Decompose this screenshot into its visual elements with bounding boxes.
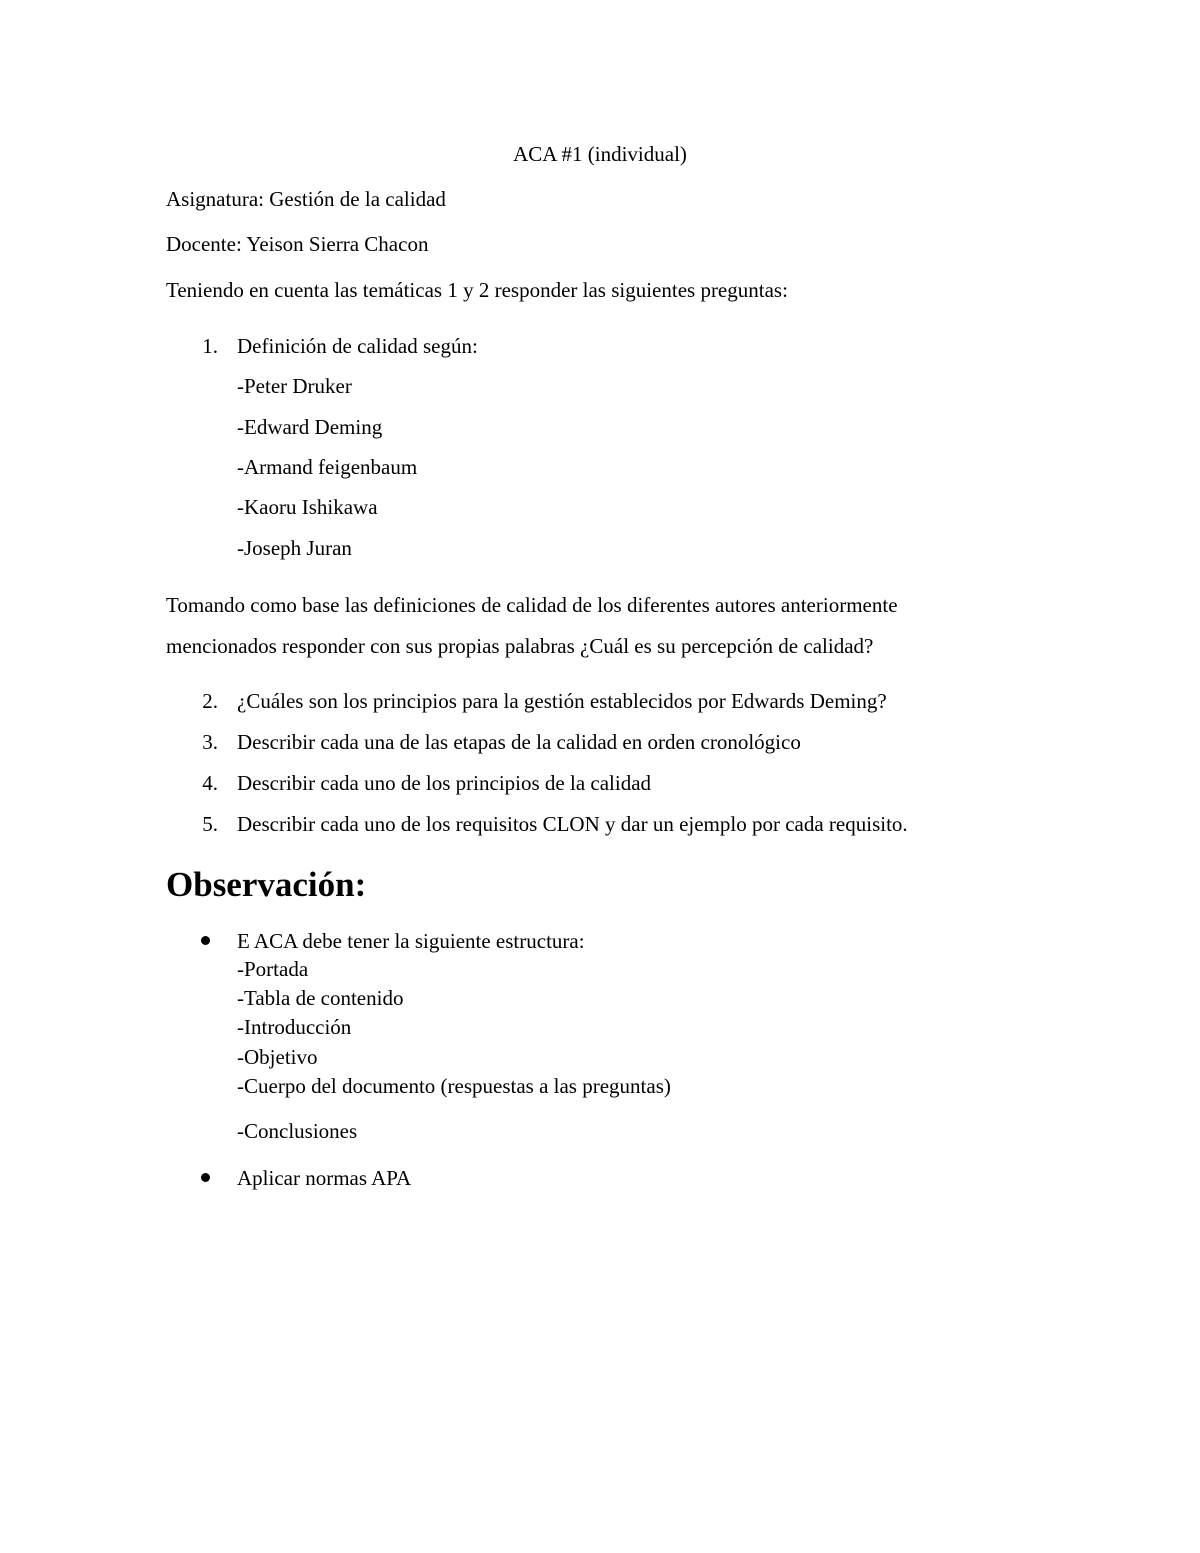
structure-item: -Introducción xyxy=(237,1015,352,1039)
teacher-line: Docente: Yeison Sierra Chacon xyxy=(166,232,429,256)
author-item: -Peter Druker xyxy=(237,374,352,398)
structure-item-last: -Conclusiones xyxy=(237,1119,358,1143)
structure-item: -Cuerpo del documento (respuestas a las preguntas) xyxy=(237,1074,671,1098)
instruction-line: Teniendo en cuenta las temáticas 1 y 2 responder las siguientes preguntas: xyxy=(166,278,788,302)
bullet-2-text: Aplicar normas APA xyxy=(237,1166,412,1190)
question-2-number: 2. xyxy=(202,689,218,713)
question-1-text: Definición de calidad según: xyxy=(237,334,478,358)
question-1-number: 1. xyxy=(202,334,218,358)
paragraph-line: Tomando como base las definiciones de calidad de los diferentes autores anteriormente xyxy=(166,593,898,617)
structure-item: -Portada xyxy=(237,957,309,981)
author-item: -Joseph Juran xyxy=(237,536,352,560)
paragraph-line: mencionados responder con sus propias palabras ¿Cuál es su percepción de calidad? xyxy=(166,634,874,658)
structure-item: -Tabla de contenido xyxy=(237,986,404,1010)
question-5-text: Describir cada uno de los requisitos CLON y dar un ejemplo por cada requisito. xyxy=(237,812,908,836)
bullet-1-text: E ACA debe tener la siguiente estructura: xyxy=(237,929,585,953)
bullet-icon xyxy=(201,936,210,945)
question-5-number: 5. xyxy=(202,812,218,836)
question-3-number: 3. xyxy=(202,730,218,754)
question-3-text: Describir cada una de las etapas de la calidad en orden cronológico xyxy=(237,730,801,754)
structure-item: -Objetivo xyxy=(237,1045,318,1069)
document-title: ACA #1 (individual) xyxy=(513,142,687,166)
subject-line: Asignatura: Gestión de la calidad xyxy=(166,187,446,211)
observation-heading: Observación: xyxy=(166,865,367,904)
author-item: -Kaoru Ishikawa xyxy=(237,495,378,519)
bullet-icon xyxy=(201,1173,210,1182)
question-2-text: ¿Cuáles son los principios para la gestión establecidos por Edwards Deming? xyxy=(237,689,887,713)
question-4-number: 4. xyxy=(202,771,218,795)
author-item: -Edward Deming xyxy=(237,415,383,439)
question-4-text: Describir cada uno de los principios de la calidad xyxy=(237,771,652,795)
author-item: -Armand feigenbaum xyxy=(237,455,418,479)
